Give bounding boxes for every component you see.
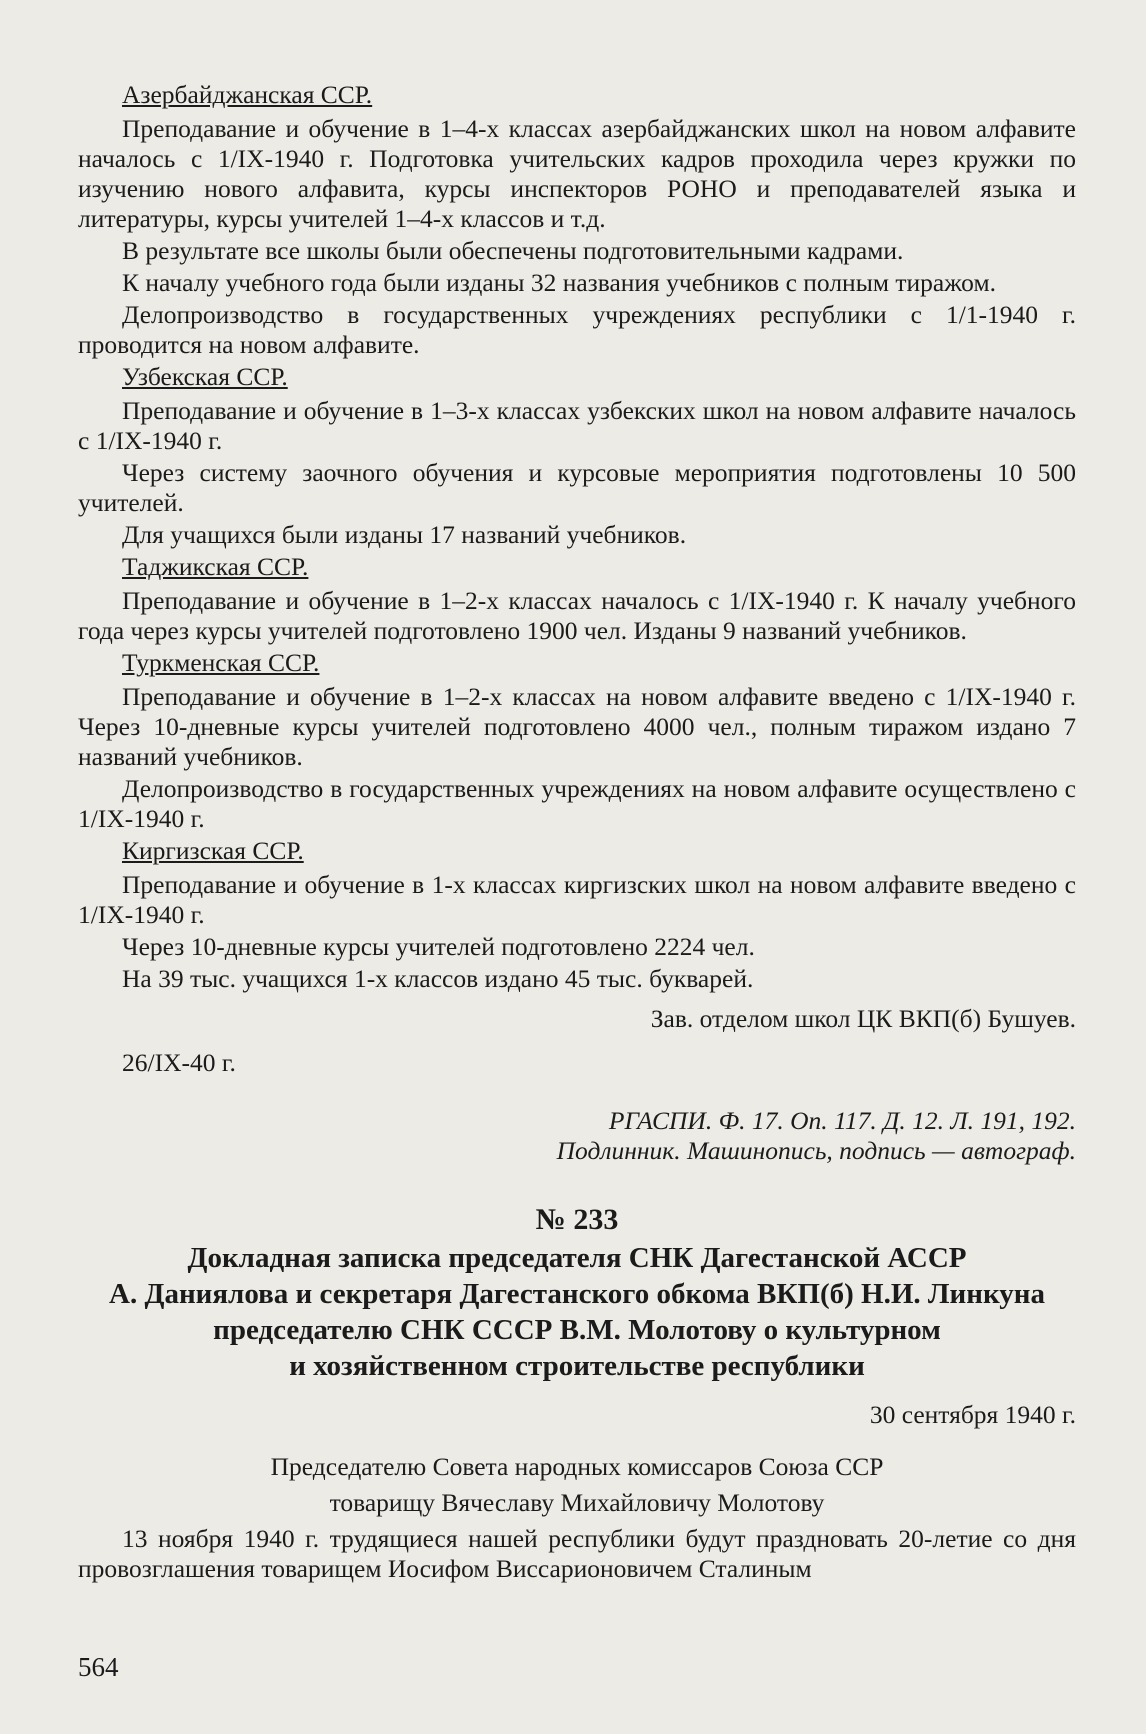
page-number: 564 (78, 1652, 119, 1682)
paragraph: Через систему заочного обучения и курсовые мероприятия подготовлены 10 500 учителей. (78, 458, 1076, 517)
section-heading-turkmen: Туркменская ССР. (122, 648, 320, 677)
document-title (78, 1240, 1076, 1384)
paragraph: Делопроизводство в государственных учреждениях республики с 1/1-1940 г. проводится на новом алфавите. (78, 300, 1076, 359)
paragraph: К началу учебного года были изданы 32 названия учебников с полным тиражом. (122, 268, 996, 297)
paragraph: Для учащихся были изданы 17 названий учебников. (122, 520, 687, 549)
document-title-line: и хозяйственном строительстве республики (289, 1350, 865, 1382)
document-title-line: председателю СНК СССР В.М. Молотову о культурном (213, 1314, 941, 1346)
paragraph: На 39 тыс. учащихся 1-х классов издано 45 тыс. букварей. (122, 964, 754, 993)
signature: Зав. отделом школ ЦК ВКП(б) Бушуев. (650, 1004, 1076, 1033)
document-body: 13 ноября 1940 г. трудящиеся нашей республики будут праздновать 20-летие со дня провозглашения товарищем Иосифом Виссарионовичем Сталиным (78, 1524, 1076, 1583)
document-date: 26/IX-40 г. (122, 1048, 236, 1077)
paragraph: Преподавание и обучение в 1–3-х классах узбекских школ на новом алфавите началось с 1/IX-1940 г. (78, 396, 1076, 455)
document-date-full: 30 сентября 1940 г. (869, 1400, 1076, 1429)
paragraph: Преподавание и обучение в 1–2-х классах началось с 1/IX-1940 г. К началу учебного года через курсы учителей подготовлено 1900 чел. Изданы 9 названий учебников. (78, 586, 1076, 645)
document-title-line: А. Даниялова и секретаря Дагестанского обкома ВКП(б) Н.И. Линкуна (109, 1278, 1045, 1310)
document-title-line: Докладная записка председателя СНК Дагестанской АССР (187, 1242, 967, 1274)
archive-note: Подлинник. Машинопись, подпись — автограф. (556, 1136, 1076, 1165)
section-heading-kyrgyz: Киргизская ССР. (122, 836, 304, 865)
section-heading-azerbaijan: Азербайджанская ССР. (122, 80, 373, 109)
paragraph: Преподавание и обучение в 1–4-х классах азербайджанских школ на новом алфавите началось с 1/IX-1940 г. Подготовка учительских кадров проходила через кружки по изучению нового алфавита, курсы инспекторов РОНО и преподавателей языка и литературы, курсы учителей 1–4-х классов и т.д. (78, 114, 1076, 233)
paragraph: В результате все школы были обеспечены подготовительными кадрами. (122, 236, 904, 265)
document-page (78, 80, 1076, 1586)
addressee-line: Председателю Совета народных комиссаров Союза ССР (270, 1452, 884, 1481)
archive-reference: РГАСПИ. Ф. 17. Оп. 117. Д. 12. Л. 191, 192. (608, 1106, 1076, 1135)
paragraph: Делопроизводство в государственных учреждениях на новом алфавите осуществлено с 1/IX-1940 г. (78, 774, 1076, 833)
paragraph: Преподавание и обучение в 1–2-х классах на новом алфавите введено с 1/IX-1940 г. Через 10-дневные курсы учителей подготовлено 4000 чел., полным тиражом издано 7 названий учебников. (78, 682, 1076, 771)
addressee-line: товарищу Вячеславу Михайловичу Молотову (329, 1488, 825, 1517)
document-number: № 233 (535, 1203, 619, 1236)
paragraph: Через 10-дневные курсы учителей подготовлено 2224 чел. (122, 932, 755, 961)
paragraph: Преподавание и обучение в 1-х классах киргизских школ на новом алфавите введено с 1/IX-1940 г. (78, 870, 1076, 929)
section-heading-uzbek: Узбекская ССР. (122, 362, 288, 391)
section-heading-tajik: Таджикская ССР. (122, 552, 309, 581)
